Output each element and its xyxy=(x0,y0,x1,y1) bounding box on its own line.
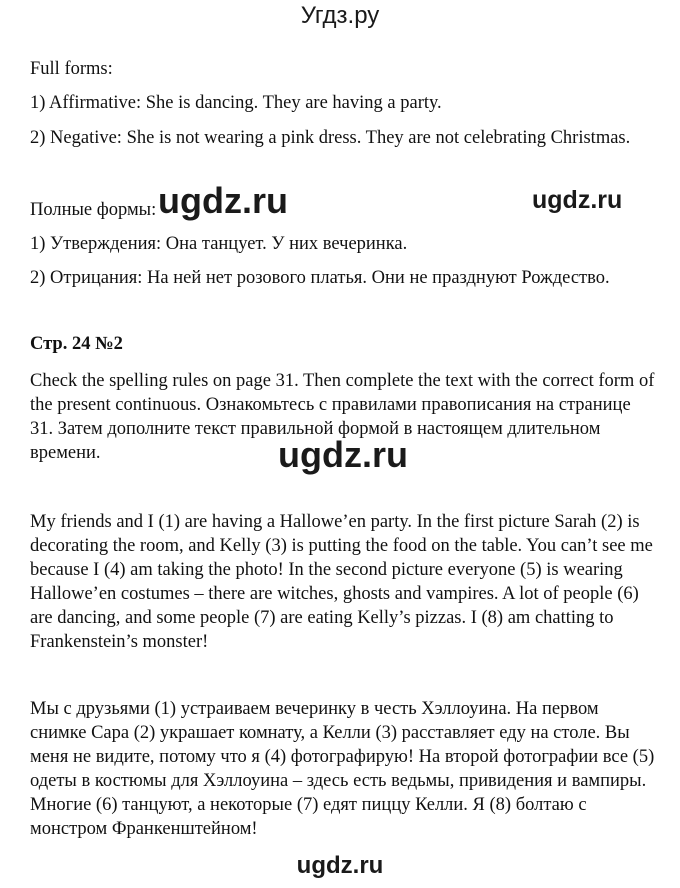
watermark-1: ugdz.ru xyxy=(158,180,288,221)
negative-line: 2) Negative: She is not wearing a pink dress. They are not celebrating Christmas. xyxy=(30,128,631,148)
watermark-3: ugdz.ru xyxy=(278,434,408,475)
exercise-heading: Стр. 24 №2 xyxy=(30,334,123,354)
english-answer-text: My friends and I (1) are having a Hallowe’en party. In the first picture Sarah (2) is decorating the room, and Kelly (3) is putting the food on the table. You can’t see me because I (4) am taking the photo! In the second picture everyone (5) is wearing Hallowe’en costumes – there are witches, ghosts and vampires. A lot of people (6) are dancing, and some people (7) are eating Kelly’s pizzas. I (8) am chatting to Frankenstein’s monster! xyxy=(30,512,653,652)
footer-watermark: ugdz.ru xyxy=(296,852,384,879)
watermark-2: ugdz.ru xyxy=(532,186,623,214)
instruction-text: Check the spelling rules on page 31. Then complete the text with the correct form of the present continuous. Ознакомьтесь с правилами правописания на странице 31. Затем дополните текст правильной формой в настоящем длительном времени. xyxy=(30,371,655,463)
russian-forms-title: Полные формы: xyxy=(30,200,157,220)
affirmative-line: 1) Affirmative: She is dancing. They are having a party. xyxy=(30,93,442,113)
russian-answer-text: Мы с друзьями (1) устраиваем вечеринку в честь Хэллоуина. На первом снимке Сара (2) украшает комнату, а Келли (3) расставляет еду на столе. Вы меня не видите, потому что я (4) фотографирую! На второй фотографии все (5) одеты в костюмы для Хэллоуина – здесь есть ведьмы, привидения и вампиры. Многие (6) танцуют, а некоторые (7) едят пиццу Келли. Я (8) болтаю с монстром Франкенштейном! xyxy=(30,699,655,839)
russian-negative-line: 2) Отрицания: На ней нет розового платья. Они не празднуют Рождество. xyxy=(30,268,610,288)
full-forms-title: Full forms: xyxy=(30,59,113,79)
russian-affirmative-line: 1) Утверждения: Она танцует. У них вечеринка. xyxy=(30,234,408,254)
site-header: Угдз.ру xyxy=(300,2,380,29)
